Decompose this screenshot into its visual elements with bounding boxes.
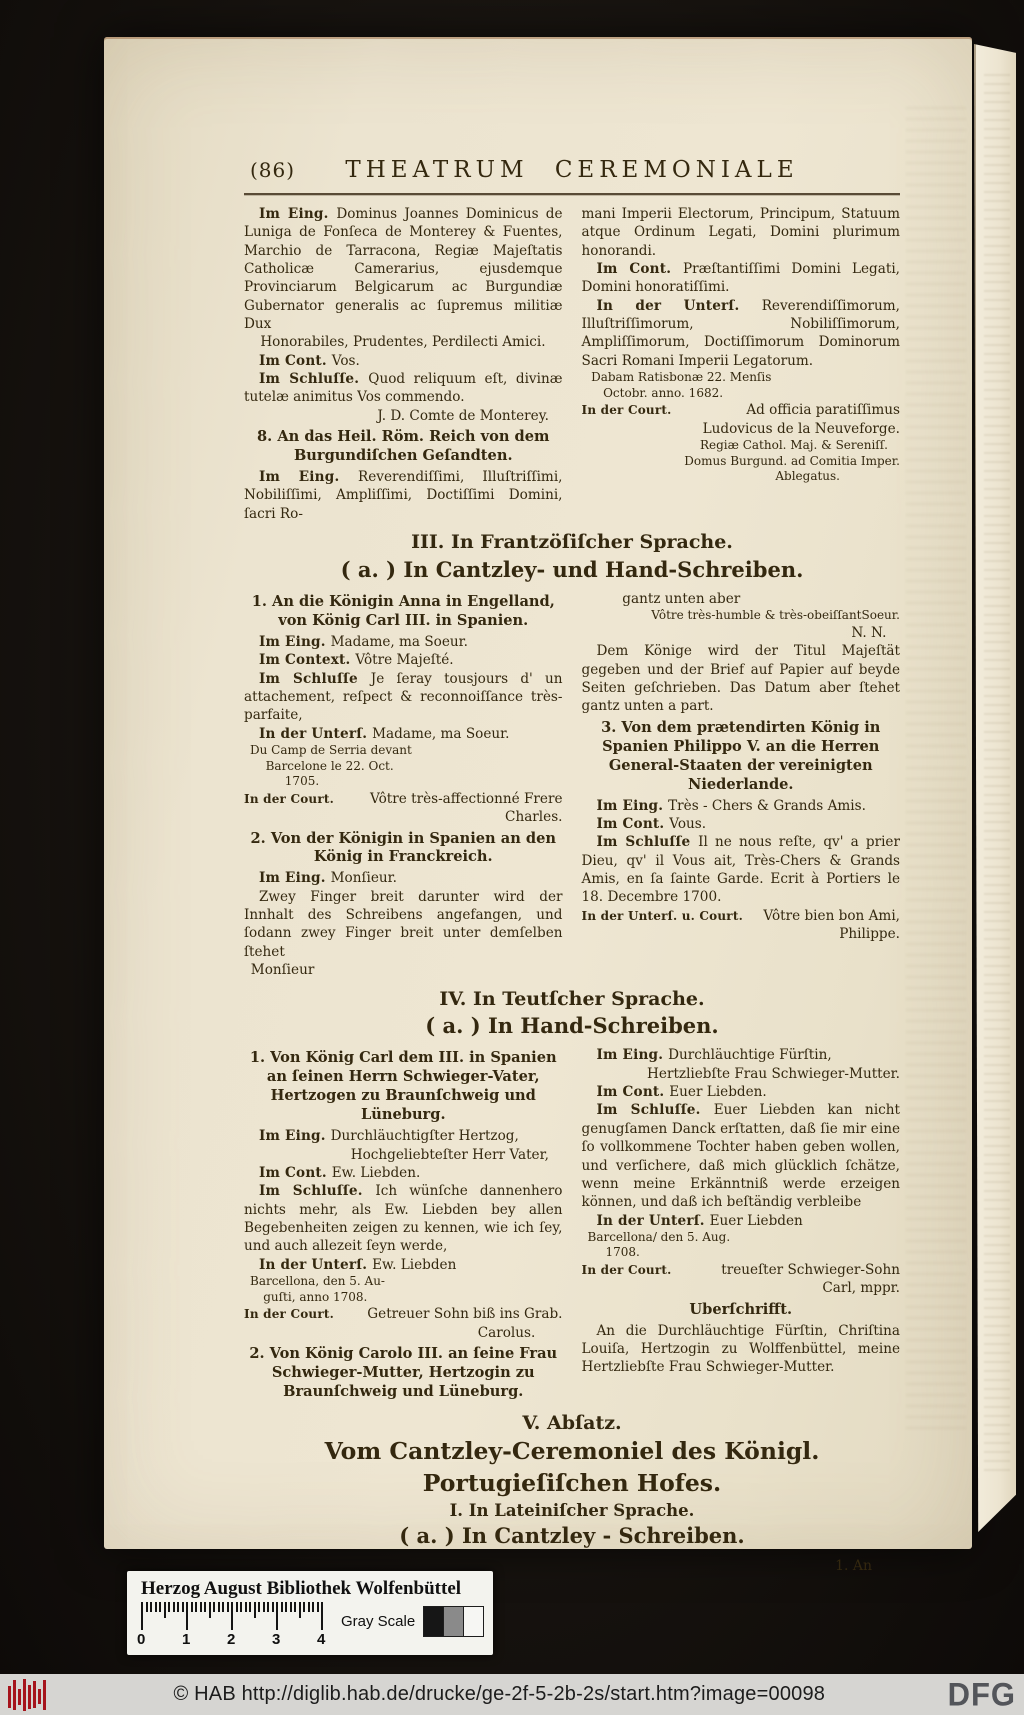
item-heading: 2. Von König Carolo III. an ſeine Frau Schwieger-Mutter, Hertzogin zu Braunſchweig und Lüneburg.	[249, 1344, 558, 1400]
signature-line	[582, 401, 901, 419]
text-line: Hertzliebſte Frau Schwieger-Mutter.	[647, 1065, 900, 1082]
ruler-number: 0	[137, 1631, 146, 1648]
signature-label: In der Unterſ. u. Court.	[581, 908, 743, 923]
paragraph: Im Cont. Præſtantiſſimi Domini Legati, Domini honoratiſſimi.	[581, 261, 900, 296]
next-page-edge	[974, 44, 1016, 1532]
ruler-number: 3	[272, 1631, 281, 1648]
section-heading: Vom Cantzley-Ceremoniel des Königl. Portugieſiſchen Hofes.	[324, 1437, 820, 1498]
ruler-tick	[263, 1602, 265, 1612]
ruler-tick	[227, 1602, 229, 1612]
ruler-tick	[191, 1602, 193, 1612]
running-title: THEATRUM CEREMONIALE	[345, 157, 799, 183]
text-line: Monſieur	[250, 962, 315, 979]
text-line: Carl, mppr.	[822, 1280, 900, 1297]
ruler-tick	[312, 1602, 314, 1612]
paragraph: Im Eing. Madame, ma Soeur.	[258, 633, 468, 650]
text-line: 1705.	[284, 774, 320, 789]
paragraph-label: Im Eing.	[258, 870, 331, 887]
ruler-tick	[146, 1602, 148, 1612]
paragraph: Im Cont. Vous.	[596, 815, 707, 832]
ruler-tick	[321, 1602, 323, 1630]
paragraph-label: Im Context.	[258, 652, 356, 669]
page-number: (86)	[250, 158, 296, 182]
text-line: Ludovicus de la Neuveforge.	[702, 420, 900, 437]
signature-text: Ad officia paratiſſimus	[746, 402, 900, 419]
ruler-tick	[141, 1602, 143, 1630]
paragraph: In der Unterſ. Madame, ma Soeur.	[258, 725, 510, 742]
paragraph: In der Unterſ. Ew. Liebden	[258, 1256, 457, 1273]
text-line: Regiæ Cathol. Maj. & Sereniſſ.	[699, 437, 888, 452]
ruler-tick	[173, 1602, 175, 1612]
paragraph: Im Eing. Durchläuchtige Fürſtin,	[596, 1047, 832, 1064]
paragraph: Im Schluſſe. Ich wünſche dannenhero nichts mehr, als Ew. Liebden bey allen Begebenheiten zeigen zu kennen, wie ich ſey, und auch allezeit ſeyn werde,	[244, 1183, 563, 1255]
paragraph: Im Cont. Vos.	[258, 352, 360, 369]
section-heading: V. Abſatz.	[522, 1411, 622, 1434]
section-heading-block	[244, 1411, 900, 1577]
ruler-tick	[258, 1602, 260, 1612]
paragraph: Im Eing. Durchläuchtigſter Hertzog,	[258, 1128, 519, 1145]
text-line: N. N.	[851, 624, 887, 641]
ruler-tick	[308, 1602, 310, 1612]
paragraph: Im Cont. Ew. Liebden.	[258, 1165, 421, 1181]
item-heading: Uberſchrifft.	[689, 1300, 793, 1318]
signature-line	[244, 790, 563, 808]
paragraph-label: Im Cont.	[258, 1165, 332, 1181]
ruler-tick	[222, 1602, 224, 1612]
hab-logo-icon	[5, 1677, 51, 1713]
right-column	[582, 590, 901, 979]
paragraph: An die Durchläuchtige Fürſtin, Chriſtina Louiſa, Hertzogin zu Wolffenbüttel, meine Hertzliebſte Frau Schwieger-Mutter.	[581, 1322, 900, 1376]
paragraph: Dem Könige wird der Titul Majeſtät gegeben und der Brief auf Papier auf beyde Seiten geſchrieben. Das Datum aber ſtehet gantz unten a part.	[581, 643, 900, 715]
text-line: Carolus.	[477, 1324, 536, 1341]
signature-text: Vôtre bien bon Ami,	[763, 907, 900, 924]
text-line: Barcellona, den 5. Au-	[250, 1274, 385, 1289]
paragraph-label: In der Unterſ.	[596, 1212, 710, 1229]
gray-scale-swatch	[443, 1606, 464, 1637]
paragraph: Im Schluſſe Je ſeray tousjours d' un attachement, reſpect & reconnoiſſance très-parfaite,	[244, 670, 563, 724]
left-column	[244, 205, 563, 523]
section-heading: I. In Lateiniſcher Sprache.	[449, 1500, 695, 1520]
page-text	[244, 155, 900, 1583]
signature-label: In der Court.	[244, 1307, 334, 1322]
ruler-tick	[249, 1602, 251, 1612]
library-ruler-card	[127, 1571, 493, 1655]
paragraph: Im Schluſſe. Quod reliquum eſt, divinæ tutelæ animitus Vos commendo.	[244, 371, 563, 406]
two-column-block	[244, 205, 900, 523]
ruler-tick	[177, 1602, 179, 1612]
ruler-number: 1	[182, 1631, 191, 1648]
section-heading: ( a. ) In Hand-Schreiben.	[425, 1013, 719, 1039]
section-heading: IV. In Teutſcher Sprache.	[439, 987, 705, 1010]
text-line: guſti, anno 1708.	[263, 1289, 368, 1304]
ruler-tick	[182, 1602, 184, 1612]
ruler-tick	[294, 1602, 296, 1612]
signature-text: Getreuer Sohn biß ins Grab.	[367, 1306, 563, 1323]
paragraph: Zwey Finger breit darunter wird der Innhalt des Schreibens angefangen, und ſodann zwey Finger breit unter demſelben ſtehet	[244, 888, 563, 960]
header-rule	[244, 193, 900, 195]
section-heading: ( a. ) In Cantzley - Schreiben.	[399, 1523, 745, 1549]
signature-line	[582, 907, 901, 925]
paragraph-label: In der Unterſ.	[596, 297, 762, 314]
section-heading-block	[244, 987, 900, 1040]
ruler-tick	[200, 1602, 202, 1612]
ruler-tick	[155, 1602, 157, 1612]
ruler-number: 2	[227, 1631, 236, 1648]
gray-scale-label: Gray Scale	[341, 1613, 416, 1630]
paragraph: Im Schluſſe. Euer Liebden kan nicht genugſamen Danck erſtatten, daß ſie mir eine ſo vollkommene Tochter haben geben wollen, und verſichere, daß mich glücklich ſchätze, wenn meine Erkänntniß werde erzeigen können, und daß ich beſtändig verbleibe	[581, 1102, 900, 1211]
ruler-tick	[218, 1602, 220, 1612]
right-column	[582, 205, 901, 523]
footer-bar	[0, 1674, 1024, 1715]
gray-scale	[341, 1606, 484, 1637]
paragraph-label: In der Unterſ.	[258, 1256, 373, 1273]
text-line: Philippe.	[839, 925, 900, 942]
ruler-tick	[159, 1602, 161, 1612]
copyright-url: © HAB http://diglib.hab.de/drucke/ge-2f-5-2b-2s/start.htm?image=00098	[173, 1683, 826, 1705]
signature-line	[582, 1261, 901, 1279]
text-line: gantz unten aber	[622, 591, 741, 608]
paragraph: mani Imperii Electorum, Principum, Statuum atque Ordinum Legati, Domini plurimum honorandi.	[581, 206, 900, 259]
scan-page	[104, 37, 972, 1575]
signature-label: In der Court.	[581, 403, 672, 418]
signature-line	[244, 1305, 563, 1323]
text-line: Ablegatus.	[775, 469, 840, 484]
two-column-block	[244, 590, 900, 979]
paragraph-label: Im Cont.	[596, 1084, 670, 1101]
item-heading: 2. Von der Königin in Spanien an den König in Franckreich.	[250, 829, 556, 866]
paragraph: In der Unterſ. Reverendiſſimorum, Illuſtriſſimorum, Nobiliſſimorum, Ampliſſimorum, Doctiſſimorum Dominorum Sacri Romani Imperii Legatorum.	[581, 297, 900, 369]
paragraph: Im Schluſſe Il ne nous reſte, qv' a prier Dieu, qv' il Vous ait, Très-Chers & Grands Amis, en ſa ſainte Garde. Ecrit à Portiers le 18. Decembre 1700.	[581, 834, 900, 906]
text-line: Dabam Ratisbonæ 22. Menſis	[591, 370, 772, 385]
library-name: Herzog August Bibliothek Wolfenbüttel	[141, 1578, 462, 1599]
ruler-tick	[317, 1602, 319, 1612]
text-line: Charles.	[505, 809, 563, 826]
ruler-number: 4	[317, 1631, 326, 1648]
ruler-tick	[195, 1602, 197, 1612]
section-heading: 1. An	[835, 1558, 872, 1575]
paragraph: Im Eing. Dominus Joannes Dominicus de Luniga de Fonſeca de Monterey & Fuentes, Marchio de Tarracona, Regiæ Majeſtatis Catholicæ Camerarius, ejusdemque Provinciarum Belgicarum ac Burgundiæ Gubernator generalis ac ſupremus militiæ Dux	[244, 206, 563, 333]
gray-scale-swatch	[423, 1606, 444, 1637]
section-heading: III. In Frantzöſiſcher Sprache.	[411, 531, 733, 554]
show-through-texture	[906, 107, 966, 1429]
text-line: Vôtre très-humble & très-obeiſſantSoeur.	[651, 608, 900, 623]
paragraph-label: Im Schluſſe	[596, 834, 699, 851]
ruler-tick	[231, 1602, 233, 1630]
paragraph-label: Im Schluſſe	[258, 670, 371, 687]
signature-label: In der Court.	[581, 1263, 672, 1278]
paragraph: Im Context. Vôtre Majeſté.	[258, 652, 454, 669]
paragraph-label: Im Eing.	[596, 797, 669, 814]
ruler-tick	[276, 1602, 278, 1630]
paragraph: Im Eing. Reverendiſſimi, Illuſtriſſimi, Nobiliſſimi, Ampliſſimi, Doctiſſimi Domini, ſacri Ro-	[244, 469, 563, 522]
ruler-tick	[267, 1602, 269, 1612]
ruler-ticks	[137, 1602, 333, 1650]
ruler-tick	[245, 1602, 247, 1612]
ruler-tick	[285, 1602, 287, 1612]
paragraph-label: Im Eing.	[258, 469, 359, 486]
paragraph-label: In der Unterſ.	[258, 725, 373, 742]
section-heading-block	[244, 530, 900, 583]
left-column	[244, 590, 563, 979]
paragraph: Im Cont. Euer Liebden.	[596, 1084, 767, 1101]
text-line: Honorabiles, Prudentes, Perdilecti Amici.	[260, 334, 546, 351]
item-heading: 1. Von König Carl dem III. in Spanien an ſeinen Herrn Schwieger-Vater, Hertzogen zu Braunſchweig und Lüneburg.	[249, 1049, 557, 1124]
ruler-tick	[240, 1602, 242, 1612]
ruler-row	[127, 1600, 493, 1650]
page-header	[244, 155, 900, 187]
item-heading: 1. An die Königin Anna in Engelland, von König Carl III. in Spanien.	[251, 593, 555, 629]
item-heading: 3. Von dem prætendirten König in Spanien Philippo V. an die Herren General-Staaten der vereinigten Niederlande.	[601, 718, 881, 793]
gray-scale-swatch	[463, 1606, 484, 1637]
text-line: Octobr. anno. 1682.	[603, 385, 724, 400]
paragraph-label: Im Eing.	[258, 206, 337, 222]
paragraph-label: Im Eing.	[258, 1128, 331, 1145]
ruler-tick	[168, 1602, 170, 1612]
next-page-texture	[984, 74, 1010, 1472]
ruler-tick	[209, 1602, 211, 1618]
paragraph-label: Im Schluſſe.	[258, 1183, 376, 1200]
paragraph-label: Im Cont.	[596, 261, 683, 278]
ruler-tick	[299, 1602, 301, 1618]
paragraph-label: Im Cont.	[258, 352, 332, 369]
ruler-tick	[303, 1602, 305, 1612]
text-line: Domus Burgund. ad Comitia Imper.	[684, 453, 900, 468]
paragraph-label: Im Schluſſe.	[258, 371, 369, 388]
paragraph: Im Eing. Monſieur.	[258, 870, 397, 887]
paragraph-label: Im Schluſſe.	[596, 1102, 714, 1119]
text-line: Barcellona/ den 5. Aug.	[587, 1229, 731, 1244]
item-heading: 8. An das Heil. Röm. Reich von dem Burgundiſchen Geſandten.	[257, 428, 550, 465]
ruler-tick	[281, 1602, 283, 1612]
ruler-tick	[254, 1602, 256, 1618]
ruler-tick	[290, 1602, 292, 1612]
section-heading: ( a. ) In Cantzley- und Hand-Schreiben.	[340, 556, 804, 582]
ruler-tick	[272, 1602, 274, 1612]
ruler-tick	[186, 1602, 188, 1630]
text-line: 1708.	[605, 1245, 640, 1260]
paragraph: In der Unterſ. Euer Liebden	[596, 1212, 803, 1229]
paragraph-label: Im Cont.	[596, 815, 670, 832]
left-column	[244, 1046, 563, 1403]
text-line: J. D. Comte de Monterey.	[377, 407, 549, 424]
text-line: Hochgeliebteſter Herr Vater,	[350, 1146, 549, 1163]
signature-text: treueſter Schwieger-Sohn	[721, 1262, 900, 1279]
signature-text: Vôtre très-affectionné Frere	[370, 790, 563, 807]
ruler-tick	[236, 1602, 238, 1612]
dfg-logo: DFG	[947, 1675, 1016, 1713]
text-line: Du Camp de Serria devant	[250, 743, 412, 758]
signature-label: In der Court.	[244, 791, 334, 806]
ruler-tick	[164, 1602, 166, 1618]
paragraph: Im Eing. Très - Chers & Grands Amis.	[596, 797, 866, 814]
ruler-tick	[204, 1602, 206, 1612]
ruler-tick	[150, 1602, 152, 1612]
paragraph-label: Im Eing.	[258, 633, 331, 650]
paragraph-label: Im Eing.	[596, 1047, 669, 1064]
two-column-block	[244, 1046, 900, 1403]
right-column	[582, 1046, 901, 1403]
gray-scale-swatches	[424, 1606, 484, 1637]
text-line: Barcelone le 22. Oct.	[265, 758, 394, 773]
ruler-tick	[213, 1602, 215, 1612]
